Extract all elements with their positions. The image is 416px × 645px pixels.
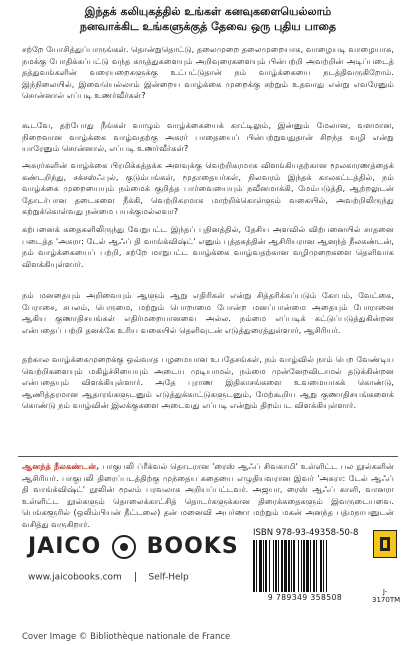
paragraph-3: அசுரர்களின் வாழ்க்கை பிரமிக்கத்தக்க அளவுக்கு வெற்றிகரமாக விளங்கியதற்கான மூலகாரணத்தைக் கண்டறிந்து, சக்சஸ்ஃபுல், குடும்பங்கள், மூதாதையர்கள், நிலவரம் இந்தக் காலகட்டத்தில், நம் வாழ்க்கை முறையையும் நம்மைக் குறித்த பார்வையையும் நவீனமாக்கி, மேம்படுத்தி, ஆற்றலுடன் தோடர்பான தடைகளை நீக்கி, வெற்றிகரமாக மாற்றிக்கொள்ளும் வகையில், அவற்றிலிருந்து கற்றுக்கொள்வது நன்மை பயக்குமல்லவா? xyxy=(22,160,394,217)
logo-word-right: BOOKS xyxy=(146,534,239,559)
product-code: J-3170TM xyxy=(372,588,401,604)
footer-info-line xyxy=(28,572,189,583)
header-tagline xyxy=(0,0,416,38)
tagline-line-2: நனவாக்கிட உங்களுக்குத் தேவை ஒரு புதிய பாதை xyxy=(79,20,337,33)
isbn-barcode-block xyxy=(245,528,365,606)
jaico-books-logo xyxy=(28,534,239,559)
tagline-line-1: இந்தக் கலியுகத்தில் உங்கள் கனவுகளையெல்லாம் xyxy=(84,5,332,18)
footer-separator xyxy=(135,572,136,582)
barcode-icon xyxy=(251,540,361,592)
isbn-label: ISBN 978-93-49358-50-8 xyxy=(253,528,359,538)
author-bio xyxy=(22,461,394,529)
paragraph-4: கற்பனைக் கதைகளிலிருந்து வேறுபட்ட இந்தப் புதினத்தில், தேசிய அளவில் விற்பனையில் சாதனை படைத்த 'அசுரா: டேல் ஆஃப் தி வாங்க்விஷ்ட்' எனும் புத்தகத்தின் ஆசிரியரான ஆனந்த் நீலகண்டன், நம் வாழ்க்கையைப் பற்றி, சற்றே மாறுபட்ட வாழ்க்கை வாழ்வதற்கான வழிமுறைகளை தெளிவாக விளக்கியுள்ளார். xyxy=(22,224,394,269)
book-category: Self-Help xyxy=(148,572,189,583)
publisher-website[interactable]: www.jaicobooks.com xyxy=(28,572,122,583)
author-bio-text: பாகுபலி ப்ரீக்வல் தொடரான 'ரைஸ் ஆஃப் சிவகாமி' உள்ளிட்ட பல நூல்களின் ஆசிரியர். பாகுபலி திரைப்படத்திற்கு முந்தைய கதையை எழுதியவரான இவர் 'அசுரா: டேல் ஆஃப் தி வாங்க்விஷ்ட்' நூலின் மூலம் பரவலாக அறியப்பட்டவர். அஜயா, ரைஸ் ஆஃப் காளி, வானரா உள்ளிட்ட நூல்களும் தொலைக்காட்சித் தொடர்களுக்கான திரைக்கதைகளும் இவருடையவை. பெங்களூரில் (ஒலிம்பியன் நீட்டலை) தன் மனைவி அபர்ணா மற்றும் மகன் அனந்த பத்மநாபனுடன் வசித்து வருகிறார். xyxy=(22,461,394,529)
author-name: ஆனந்த் நீலகண்டன், xyxy=(22,461,100,471)
paragraph-5: நம் மனதையும் அறிவையும் ஆளும் ஆறு எதிரிகள் என்று சித்தரிக்கப்படும் கோபம், வேட்கை, பேராசை, சபலம், பெருமை, மற்றும் பொறாமை போன்ற மனப்பான்மை அதையும் போரானை ஆகிய குணாதிசயங்கள் எதிர்மறையானவை அல்ல. நம்மை எப்படிக் கட்டுப்படுத்துகின்றன என்பதைப் பற்றி தனக்கே உரிய வகையில் தெளிவுடன் எடுத்துரைத்துள்ளார், ஆசிரியர். xyxy=(22,290,394,335)
barcode-digits: 9 789349 358508 xyxy=(267,593,343,602)
paragraph-6: தற்கால வாழ்க்கைமுறைக்கு ஒவ்வாத பழமையான உபதேசங்கள், நம் வாழ்வில் நாம் பெற வேண்டிய வெற்றிகளையும் மகிழ்ச்சியையும் அடைய முடியாமல், நம்மை முன்னேறவிடாமல் தடுக்கின்றன என்பதையும் விளக்கியுள்ளார். அதே புராண இதிகாசங்களை உவமையாகக் கொண்டு, ஆணித்தரமான ஆதாரங்களுடனும் எடுத்துக்காட்டுகளுடனும், மேற்கூறிய ஆறு குணாதிசயங்களைக் கொண்டு நம் வாழ்வின் இலக்குகளை அடைவது எப்படி என்றும் திறம்பட விளக்கியுள்ளார். xyxy=(22,354,394,411)
jaico-emblem-icon xyxy=(112,535,136,559)
paragraph-2: கூடவே, தற்போது நீங்கள் வாழும் வாழ்க்கையைக் காட்டிலும், இன்னும் மேலான, வளமான, நிறைவான வாழ்க்கை வாழ்வதற்கு அசுரர் பாதையைப் பின்பற்றுவதுதான் சிறந்த வழி என்று யாரேனும் சொன்னால், எப்படி உணர்வீர்கள்? xyxy=(22,120,394,154)
logo-word-left: JAICO xyxy=(28,534,102,559)
publisher-tag xyxy=(372,530,401,604)
cover-image-credit: Cover Image © Bibliothèque nationale de France xyxy=(22,632,231,642)
publisher-mark-icon xyxy=(373,530,397,558)
back-cover-footer xyxy=(0,522,416,645)
section-divider xyxy=(18,456,398,457)
paragraph-1: சற்றே யோசித்துப்பாருங்கள். தொன்றுதொட்டு, தலைமுறை தலைமுறையாக, வாழையடி வாழையாக, நமக்கு போதிக்கப்பட்டு வந்த கருத்துகளையும் அறிவுரைகளையும் பின்பற்றி அவற்றின் அடிப்படைத் தத்துவங்களின் வரையறைகளுக்கு உட்பட்டுதான் நம் வாழ்க்கையை நடத்திவருகிறோம். இந்நிலையில், இவையெல்லாம் இன்றைய வாழ்க்கை முறைக்கு சற்றும் உதவாது என்று எவரேனும் சொன்னால் எப்படி உணர்வீர்கள்? xyxy=(22,44,394,101)
